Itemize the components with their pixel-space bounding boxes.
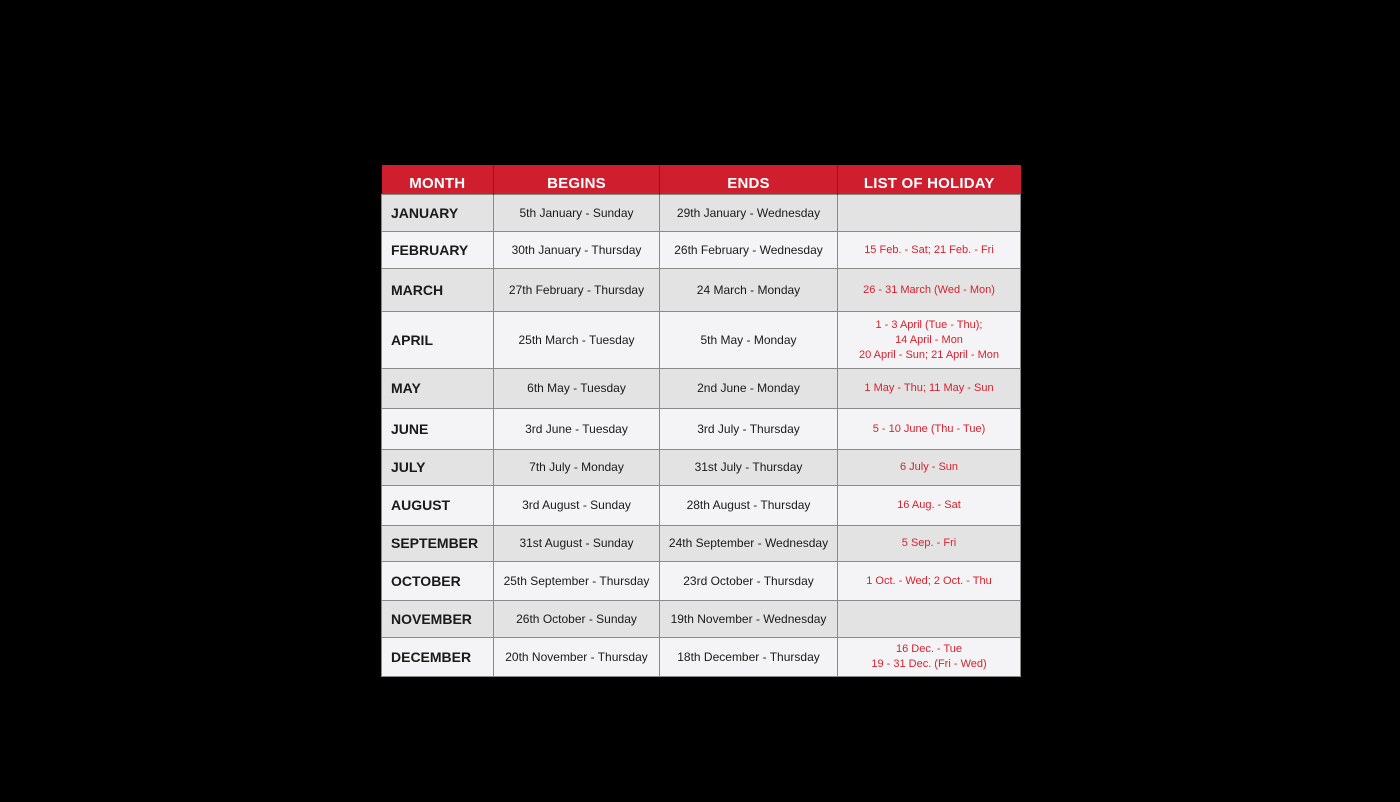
begins-cell: 20th November - Thursday xyxy=(494,638,660,677)
month-cell: JANUARY xyxy=(382,195,494,232)
month-cell: MAY xyxy=(382,369,494,409)
table-row xyxy=(382,562,1021,601)
month-cell: MARCH xyxy=(382,269,494,312)
month-cell: OCTOBER xyxy=(382,562,494,601)
table-row xyxy=(382,409,1021,450)
holiday-entry: 26 - 31 March (Wed - Mon) xyxy=(863,283,995,296)
holiday-entry: 1 - 3 April (Tue - Thu); xyxy=(875,318,983,331)
holiday-cell xyxy=(838,526,1021,562)
holiday-cell xyxy=(838,369,1021,409)
month-cell: FEBRUARY xyxy=(382,232,494,269)
table-row xyxy=(382,369,1021,409)
ends-cell: 24 March - Monday xyxy=(660,269,838,312)
ends-cell: 29th January - Wednesday xyxy=(660,195,838,232)
table-header-row xyxy=(382,165,1021,195)
begins-cell: 6th May - Tuesday xyxy=(494,369,660,409)
ends-cell: 3rd July - Thursday xyxy=(660,409,838,450)
table-row xyxy=(382,195,1021,232)
table-row xyxy=(382,601,1021,638)
holiday-entry: 6 July - Sun xyxy=(899,461,959,473)
holiday-cell xyxy=(838,486,1021,526)
month-cell: JULY xyxy=(382,450,494,486)
holiday-entry: 16 Dec. - Tue xyxy=(895,643,963,655)
table-row xyxy=(382,232,1021,269)
holiday-cell xyxy=(838,409,1021,450)
column-header-holiday: LIST OF HOLIDAY xyxy=(838,165,1021,195)
begins-cell: 7th July - Monday xyxy=(494,450,660,486)
month-cell: JUNE xyxy=(382,409,494,450)
begins-cell: 3rd August - Sunday xyxy=(494,486,660,526)
ends-cell: 26th February - Wednesday xyxy=(660,232,838,269)
holiday-cell xyxy=(838,638,1021,677)
begins-cell: 25th March - Tuesday xyxy=(494,312,660,369)
ends-cell: 2nd June - Monday xyxy=(660,369,838,409)
column-header-ends: ENDS xyxy=(660,165,838,195)
holiday-cell xyxy=(838,269,1021,312)
holiday-cell xyxy=(838,195,1021,232)
column-header-begins: BEGINS xyxy=(494,165,660,195)
column-header-month: MONTH xyxy=(382,165,494,195)
begins-cell: 27th February - Thursday xyxy=(494,269,660,312)
table-row xyxy=(382,526,1021,562)
month-cell: SEPTEMBER xyxy=(382,526,494,562)
holiday-entry: 20 April - Sun; 21 April - Mon xyxy=(858,348,999,361)
holiday-cell xyxy=(838,232,1021,269)
ends-cell: 5th May - Monday xyxy=(660,312,838,369)
holiday-calendar-table xyxy=(381,165,1021,677)
holiday-cell xyxy=(838,450,1021,486)
table-body xyxy=(382,195,1021,677)
holiday-entry: 16 Aug. - Sat xyxy=(897,499,961,511)
holiday-entry: 1 Oct. - Wed; 2 Oct. - Thu xyxy=(866,574,992,587)
holiday-cell xyxy=(838,601,1021,638)
month-cell: NOVEMBER xyxy=(382,601,494,638)
holiday-cell xyxy=(838,312,1021,369)
holiday-entry: 19 - 31 Dec. (Fri - Wed) xyxy=(871,658,987,670)
begins-cell: 25th September - Thursday xyxy=(494,562,660,601)
begins-cell: 3rd June - Tuesday xyxy=(494,409,660,450)
month-cell: DECEMBER xyxy=(382,638,494,677)
ends-cell: 19th November - Wednesday xyxy=(660,601,838,638)
table-row xyxy=(382,312,1021,369)
ends-cell: 28th August - Thursday xyxy=(660,486,838,526)
holiday-entry: 5 Sep. - Fri xyxy=(901,537,957,549)
begins-cell: 30th January - Thursday xyxy=(494,232,660,269)
month-cell: APRIL xyxy=(382,312,494,369)
table-row xyxy=(382,450,1021,486)
holiday-entry: 15 Feb. - Sat; 21 Feb. - Fri xyxy=(864,243,994,256)
holiday-entry: 14 April - Mon xyxy=(895,333,963,346)
ends-cell: 23rd October - Thursday xyxy=(660,562,838,601)
holiday-entry: 5 - 10 June (Thu - Tue) xyxy=(872,422,986,435)
holiday-cell xyxy=(838,562,1021,601)
ends-cell: 24th September - Wednesday xyxy=(660,526,838,562)
begins-cell: 5th January - Sunday xyxy=(494,195,660,232)
table-row xyxy=(382,638,1021,677)
begins-cell: 31st August - Sunday xyxy=(494,526,660,562)
ends-cell: 31st July - Thursday xyxy=(660,450,838,486)
month-cell: AUGUST xyxy=(382,486,494,526)
ends-cell: 18th December - Thursday xyxy=(660,638,838,677)
table-row xyxy=(382,269,1021,312)
table-row xyxy=(382,486,1021,526)
begins-cell: 26th October - Sunday xyxy=(494,601,660,638)
holiday-entry: 1 May - Thu; 11 May - Sun xyxy=(864,382,994,394)
